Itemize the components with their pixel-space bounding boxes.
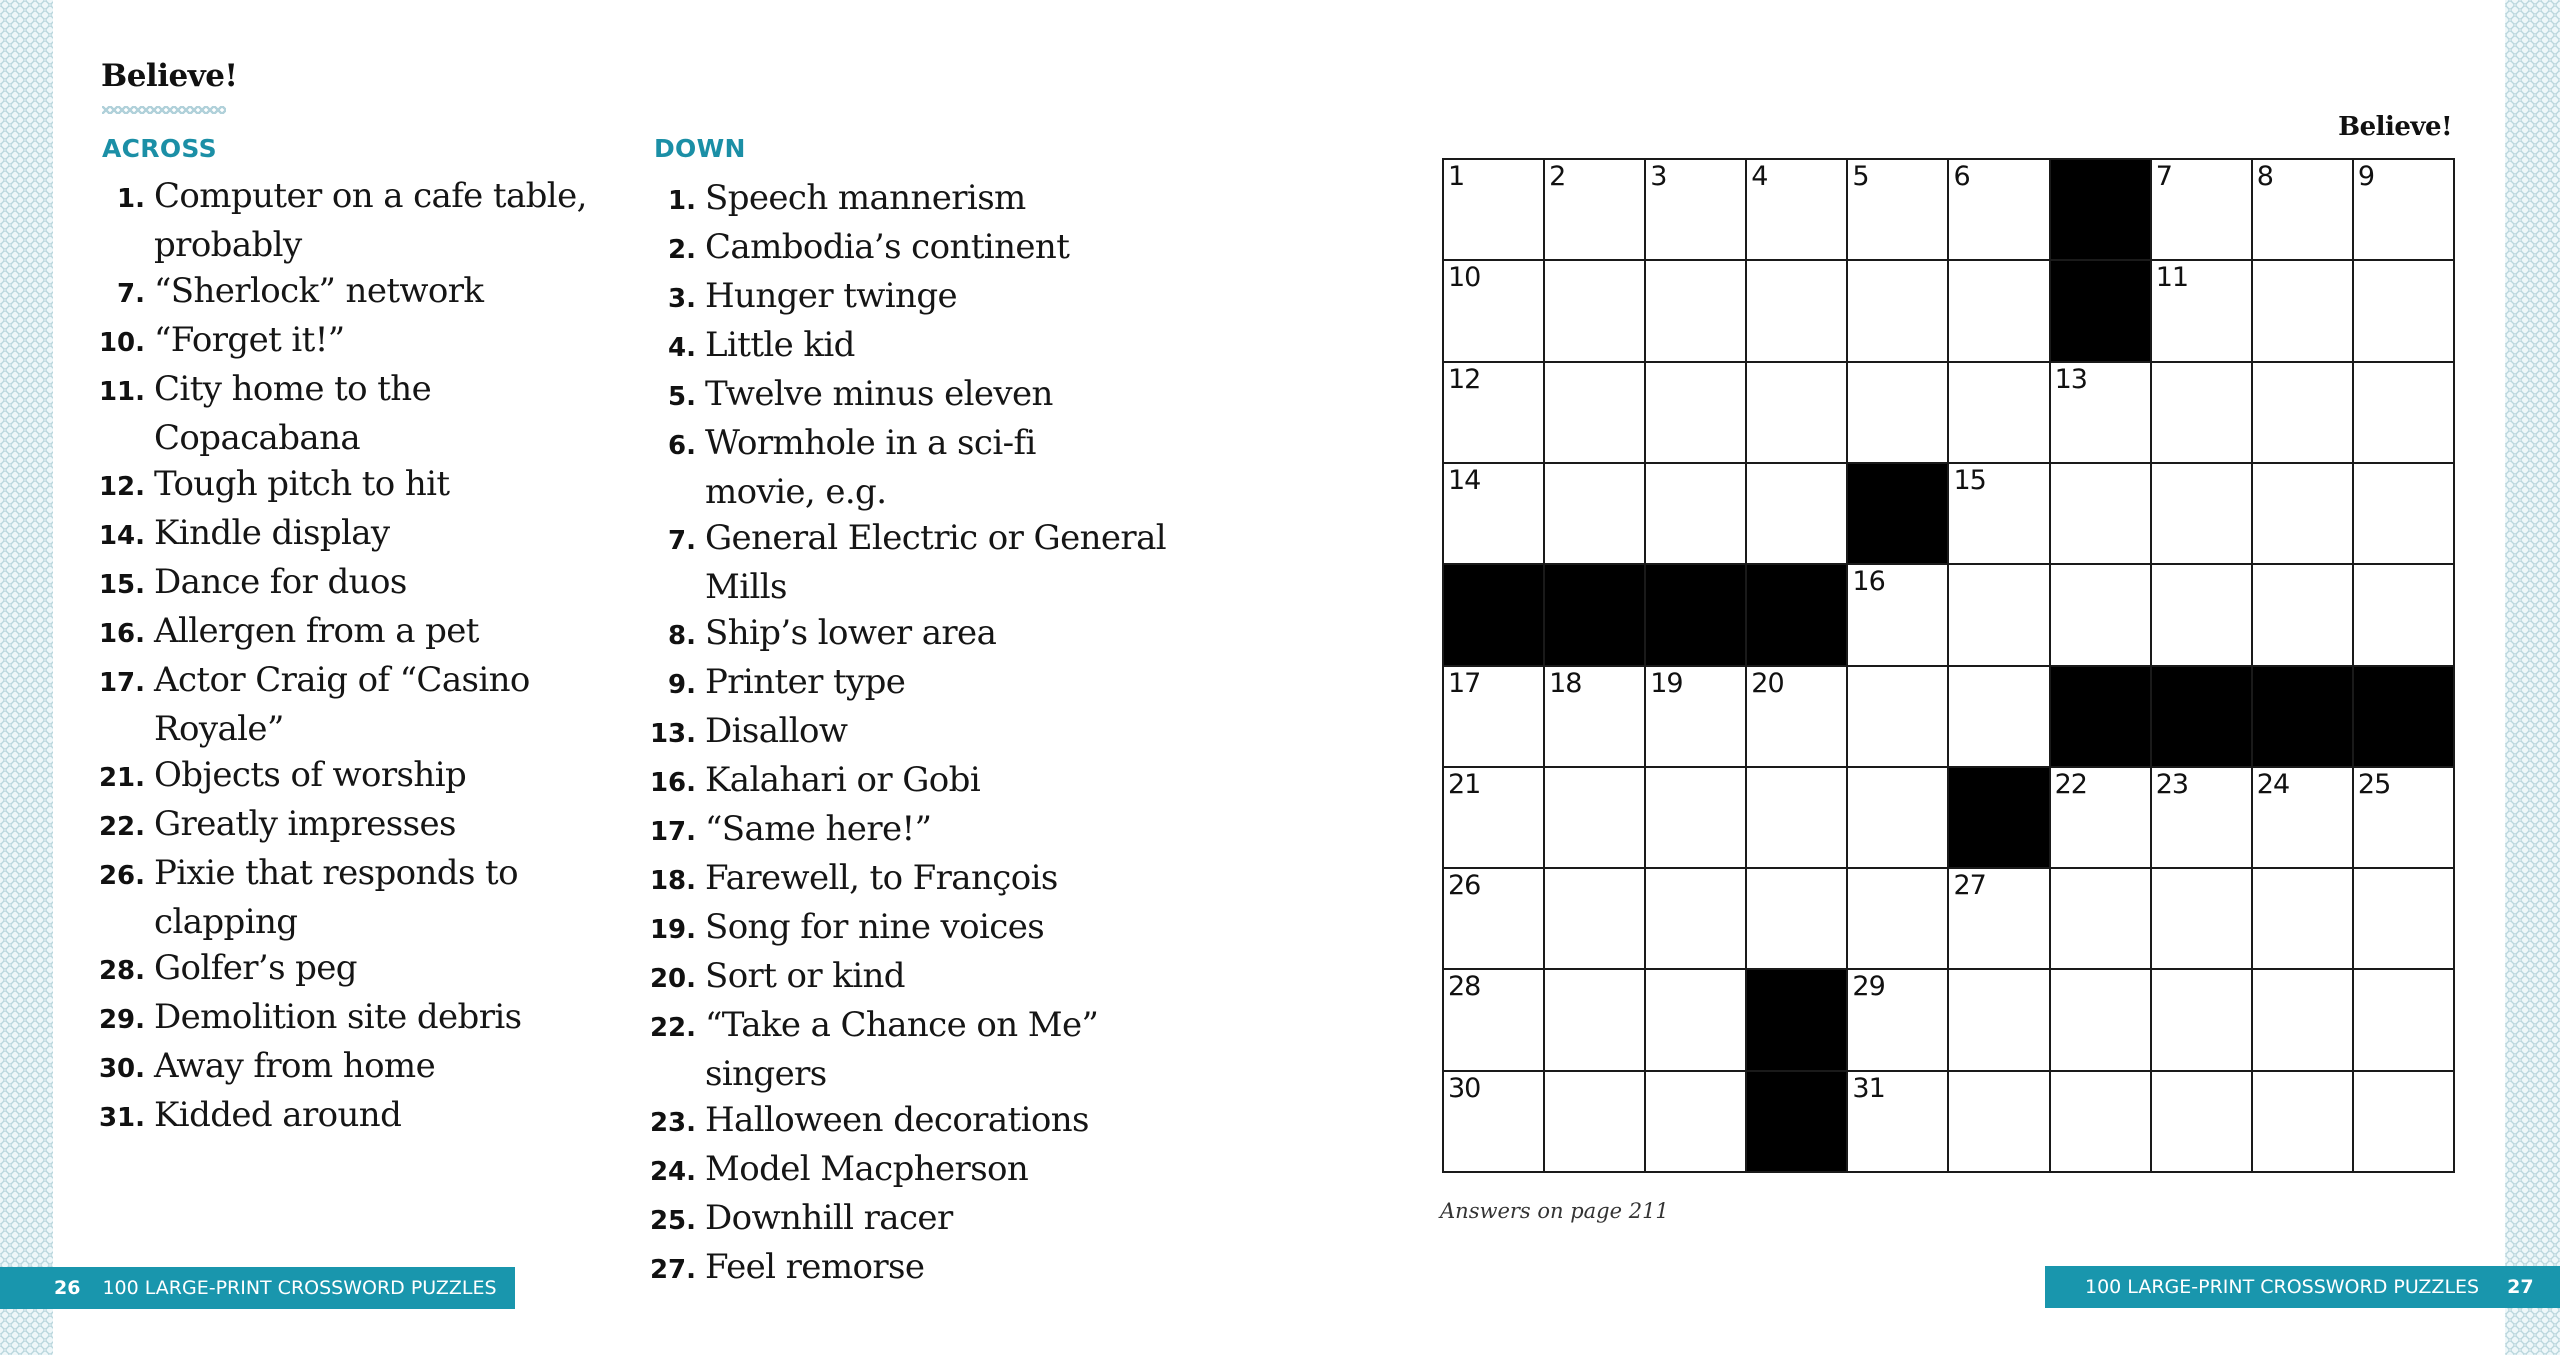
grid-cell[interactable]	[1949, 363, 2048, 462]
black-square	[1646, 565, 1745, 664]
grid-cell[interactable]	[1545, 970, 1644, 1069]
grid-cell[interactable]	[1545, 261, 1644, 360]
black-square	[1747, 970, 1846, 1069]
down-clue	[610, 371, 1190, 420]
page-number-right: 27	[2507, 1276, 2534, 1298]
black-square	[2354, 667, 2453, 766]
grid-cell[interactable]	[1444, 869, 1543, 968]
grid-cell[interactable]	[1545, 1072, 1644, 1171]
across-clue	[60, 173, 620, 222]
down-clue	[610, 610, 1190, 659]
clue-number: 30.	[98, 1054, 145, 1084]
clue-number: 1.	[117, 184, 145, 214]
cell-number: 1	[1448, 161, 1465, 192]
across-clue	[60, 994, 620, 1043]
cell-number: 9	[2357, 161, 2375, 192]
cell-number: 11	[2155, 262, 2189, 294]
grid-cell[interactable]	[1848, 869, 1947, 968]
cell-number: 10	[1448, 262, 1481, 294]
clue-text: Model Macpherson	[705, 1149, 1029, 1189]
clue-number: 19.	[649, 915, 696, 945]
grid-cell[interactable]	[1848, 667, 1947, 766]
clue-text: Song for nine voices	[705, 907, 1045, 947]
grid-cell[interactable]	[2354, 261, 2453, 360]
grid-cell[interactable]	[2253, 869, 2352, 968]
clue-text: Sort or kind	[705, 956, 905, 996]
clue-number: 18.	[649, 866, 696, 896]
grid-cell[interactable]	[1747, 464, 1846, 563]
clue-number: 16.	[98, 619, 145, 649]
across-clue	[60, 801, 620, 850]
grid-cell[interactable]	[1444, 1072, 1543, 1171]
down-clue	[610, 515, 1190, 564]
cell-number: 15	[1953, 464, 1986, 496]
down-clue-continuation	[610, 469, 1190, 515]
grid-cell[interactable]	[2051, 565, 2150, 664]
clue-text: Demolition site debris	[154, 997, 522, 1037]
clue-text: Mills	[705, 567, 787, 607]
grid-cell[interactable]	[1848, 565, 1947, 664]
grid-cell[interactable]	[2253, 363, 2352, 462]
clue-number: 2.	[668, 235, 696, 265]
grid-cell[interactable]	[1545, 869, 1644, 968]
clue-number: 28.	[98, 956, 145, 986]
grid-cell[interactable]	[1545, 160, 1644, 259]
across-clue	[60, 559, 620, 608]
clue-number: 4.	[668, 333, 696, 363]
clue-number: 15.	[98, 570, 145, 600]
cell-number: 14	[1448, 464, 1481, 496]
grid-cell[interactable]	[1646, 970, 1745, 1069]
clue-number: 17.	[98, 668, 145, 698]
across-clue	[60, 1092, 620, 1141]
clue-number: 22.	[98, 812, 145, 842]
across-clue	[60, 510, 620, 559]
down-clue	[610, 175, 1190, 224]
book-title-left: 100 LARGE-PRINT CROSSWORD PUZZLES	[102, 1277, 497, 1299]
book-title-right: 100 LARGE-PRINT CROSSWORD PUZZLES	[2085, 1276, 2480, 1298]
down-clue	[610, 806, 1190, 855]
down-clue	[610, 659, 1190, 708]
clue-text: Copacabana	[154, 418, 361, 458]
clue-text: probably	[154, 225, 302, 265]
clue-number: 29.	[98, 1005, 145, 1035]
clue-text: Halloween decorations	[705, 1100, 1089, 1140]
grid-cell[interactable]	[1646, 363, 1745, 462]
cell-number: 20	[1751, 667, 1784, 699]
clue-text: General Electric or General	[705, 518, 1167, 558]
grid-cell[interactable]	[1747, 768, 1846, 867]
down-clue	[610, 1244, 1190, 1293]
grid-cell[interactable]	[2253, 1072, 2352, 1171]
clue-number: 26.	[98, 861, 145, 891]
clue-number: 5.	[668, 382, 696, 412]
clue-number: 20.	[649, 964, 696, 994]
grid-cell[interactable]	[2253, 565, 2352, 664]
cell-number: 24	[2256, 768, 2290, 800]
grid-cell[interactable]	[1949, 869, 2048, 968]
clue-number: 8.	[668, 621, 696, 651]
grid-cell[interactable]	[1444, 667, 1543, 766]
cell-number: 4	[1751, 161, 1768, 192]
clue-number: 27.	[649, 1255, 696, 1285]
cell-number: 16	[1852, 566, 1885, 598]
clue-number: 14.	[98, 521, 145, 551]
across-clue	[60, 608, 620, 657]
clue-text: Hunger twinge	[705, 276, 958, 316]
black-square	[2051, 160, 2150, 259]
clue-text: Kidded around	[154, 1095, 402, 1135]
grid-cell[interactable]	[1444, 160, 1543, 259]
cell-number: 28	[1448, 971, 1481, 1003]
clue-number: 13.	[649, 719, 696, 749]
black-square	[1848, 464, 1947, 563]
across-clue	[60, 1043, 620, 1092]
down-clue	[610, 757, 1190, 806]
down-clue	[610, 1097, 1190, 1146]
clue-text: “Sherlock” network	[154, 271, 484, 311]
clue-text: movie, e.g.	[705, 472, 887, 512]
cell-number: 21	[1448, 768, 1481, 800]
title-underline-ornament	[102, 106, 226, 114]
clue-text: Away from home	[154, 1046, 436, 1086]
cell-number: 18	[1549, 667, 1582, 699]
grid-cell[interactable]	[2354, 768, 2453, 867]
clue-number: 31.	[98, 1103, 145, 1133]
black-square	[2152, 667, 2251, 766]
down-heading: DOWN	[654, 134, 746, 163]
across-clue-continuation	[60, 222, 620, 268]
clue-number: 12.	[98, 472, 145, 502]
clue-text: Cambodia’s continent	[705, 227, 1070, 267]
black-square	[2253, 667, 2352, 766]
down-clue	[610, 273, 1190, 322]
grid-cell[interactable]	[2051, 768, 2150, 867]
grid-cell[interactable]	[2253, 970, 2352, 1069]
cell-number: 6	[1953, 161, 1970, 192]
down-clue	[610, 1146, 1190, 1195]
clue-text: Kindle display	[154, 513, 390, 553]
clue-text: City home to the	[154, 369, 432, 409]
clue-number: 10.	[98, 328, 145, 358]
grid-cell[interactable]	[1444, 768, 1543, 867]
grid-cell[interactable]	[2354, 464, 2453, 563]
clue-number: 9.	[668, 670, 696, 700]
across-clue	[60, 850, 620, 899]
down-clue-continuation	[610, 564, 1190, 610]
clue-text: singers	[705, 1054, 827, 1094]
clue-text: Actor Craig of “Casino	[154, 660, 530, 700]
clue-text: Ship’s lower area	[705, 613, 997, 653]
black-square	[1949, 768, 2048, 867]
grid-cell[interactable]	[1444, 970, 1543, 1069]
crossword-grid	[1442, 158, 2455, 1173]
across-heading: ACROSS	[102, 134, 217, 163]
down-clue-continuation	[610, 1051, 1190, 1097]
grid-cell[interactable]	[1949, 667, 2048, 766]
grid-cell[interactable]	[1747, 869, 1846, 968]
down-clue	[610, 708, 1190, 757]
black-square	[1444, 565, 1543, 664]
across-clue	[60, 366, 620, 415]
grid-cell[interactable]	[1545, 464, 1644, 563]
clue-text: Allergen from a pet	[154, 611, 479, 651]
grid-cell[interactable]	[2152, 1072, 2251, 1171]
clue-text: Royale”	[154, 709, 284, 749]
grid-cell[interactable]	[1444, 464, 1543, 563]
cell-number: 13	[2054, 363, 2087, 395]
across-clue	[60, 945, 620, 994]
cell-number: 26	[1448, 870, 1481, 902]
clue-number: 23.	[649, 1108, 696, 1138]
clue-text: Greatly impresses	[154, 804, 456, 844]
clue-text: Objects of worship	[154, 755, 467, 795]
grid-cell[interactable]	[1545, 363, 1644, 462]
clue-text: clapping	[154, 902, 298, 942]
down-clue	[610, 1195, 1190, 1244]
cell-number: 27	[1953, 870, 1986, 902]
puzzle-title-right: Believe!	[2338, 112, 2452, 142]
grid-cell[interactable]	[1646, 869, 1745, 968]
grid-cell[interactable]	[1848, 768, 1947, 867]
grid-cell[interactable]	[1747, 363, 1846, 462]
cell-number: 2	[1549, 161, 1566, 192]
grid-cell[interactable]	[1747, 667, 1846, 766]
down-clue	[610, 420, 1190, 469]
black-square	[1545, 565, 1644, 664]
puzzle-title-left: Believe!	[101, 58, 238, 94]
cell-number: 31	[1852, 1072, 1885, 1104]
grid-cell[interactable]	[1949, 464, 2048, 563]
grid-cell[interactable]	[1949, 160, 2048, 259]
clue-number: 24.	[649, 1157, 696, 1187]
cell-number: 30	[1448, 1072, 1481, 1104]
clue-number: 6.	[668, 431, 696, 461]
grid-cell[interactable]	[2051, 970, 2150, 1069]
across-clue	[60, 752, 620, 801]
clue-number: 16.	[649, 768, 696, 798]
cell-number: 23	[2155, 768, 2189, 800]
grid-cell[interactable]	[2152, 970, 2251, 1069]
across-clue	[60, 657, 620, 706]
grid-cell[interactable]	[1949, 261, 2048, 360]
grid-cell[interactable]	[2354, 363, 2453, 462]
across-clue-list	[60, 173, 620, 1141]
grid-cell[interactable]	[2051, 1072, 2150, 1171]
clue-number: 3.	[668, 284, 696, 314]
down-clue	[610, 322, 1190, 371]
across-clue	[60, 317, 620, 366]
grid-cell[interactable]	[2354, 970, 2453, 1069]
clue-number: 1.	[668, 186, 696, 216]
grid-cell[interactable]	[1545, 768, 1644, 867]
grid-cell[interactable]	[1646, 1072, 1745, 1171]
grid-cell[interactable]	[2051, 363, 2150, 462]
decorative-pattern-right	[2505, 0, 2560, 1355]
cell-number: 25	[2357, 768, 2391, 800]
grid-cell[interactable]	[1545, 667, 1644, 766]
grid-cell[interactable]	[2051, 464, 2150, 563]
grid-cell[interactable]	[2354, 160, 2453, 259]
grid-cell[interactable]	[1646, 261, 1745, 360]
clue-text: Golfer’s peg	[154, 948, 357, 988]
grid-cell[interactable]	[1646, 768, 1745, 867]
clue-number: 21.	[98, 763, 145, 793]
clue-text: “Forget it!”	[154, 320, 345, 360]
grid-cell[interactable]	[1848, 261, 1947, 360]
grid-cell[interactable]	[1949, 970, 2048, 1069]
clue-text: Tough pitch to hit	[154, 464, 450, 504]
grid-cell[interactable]	[2152, 160, 2251, 259]
grid-cell[interactable]	[2253, 464, 2352, 563]
grid-cell[interactable]	[2152, 869, 2251, 968]
across-clue	[60, 461, 620, 510]
black-square	[2051, 261, 2150, 360]
down-clue	[610, 855, 1190, 904]
clue-text: Twelve minus eleven	[705, 374, 1053, 414]
clue-text: Little kid	[705, 325, 855, 365]
across-clue-continuation	[60, 899, 620, 945]
clue-text: Farewell, to François	[705, 858, 1058, 898]
clue-text: Feel remorse	[705, 1247, 925, 1287]
grid-cell[interactable]	[1848, 160, 1947, 259]
footer-left	[0, 1267, 515, 1309]
grid-cell[interactable]	[2253, 160, 2352, 259]
grid-cell[interactable]	[1949, 1072, 2048, 1171]
clue-text: Dance for duos	[154, 562, 407, 602]
grid-cell[interactable]	[1747, 261, 1846, 360]
footer-right	[2045, 1266, 2560, 1308]
down-clue-list	[610, 175, 1190, 1293]
across-clue-continuation	[60, 706, 620, 752]
clue-text: “Take a Chance on Me”	[705, 1005, 1099, 1045]
cell-number: 3	[1650, 161, 1667, 192]
grid-cell[interactable]	[2152, 565, 2251, 664]
down-clue	[610, 1002, 1190, 1051]
grid-cell[interactable]	[1848, 1072, 1947, 1171]
clue-text: Printer type	[705, 662, 906, 702]
grid-cell[interactable]	[1444, 261, 1543, 360]
grid-cell[interactable]	[2152, 768, 2251, 867]
clue-number: 7.	[117, 279, 145, 309]
cell-number: 7	[2155, 161, 2172, 192]
grid-cell[interactable]	[1646, 667, 1745, 766]
cell-number: 17	[1448, 667, 1481, 699]
clue-number: 25.	[649, 1206, 696, 1236]
clue-number: 22.	[649, 1013, 696, 1043]
grid-cell[interactable]	[1646, 464, 1745, 563]
black-square	[1747, 565, 1846, 664]
black-square	[2051, 667, 2150, 766]
grid-cell[interactable]	[2253, 768, 2352, 867]
answers-note: Answers on page 211	[1440, 1199, 1669, 1223]
clue-text: Speech mannerism	[705, 178, 1026, 218]
across-clue	[60, 268, 620, 317]
grid-cell[interactable]	[2152, 261, 2251, 360]
grid-cell[interactable]	[1848, 970, 1947, 1069]
down-clue	[610, 953, 1190, 1002]
grid-cell[interactable]	[2354, 1072, 2453, 1171]
cell-number: 8	[2256, 161, 2273, 192]
clue-text: Pixie that responds to	[154, 853, 518, 893]
across-clue-continuation	[60, 415, 620, 461]
clue-text: Disallow	[705, 711, 848, 751]
cell-number: 19	[1650, 667, 1683, 699]
grid-cell[interactable]	[1646, 160, 1745, 259]
grid-cell[interactable]	[1444, 363, 1543, 462]
clue-text: Computer on a cafe table,	[154, 176, 587, 216]
clue-number: 17.	[649, 817, 696, 847]
grid-cell[interactable]	[2152, 464, 2251, 563]
grid-cell[interactable]	[2354, 565, 2453, 664]
cell-number: 5	[1852, 161, 1869, 192]
down-clue	[610, 904, 1190, 953]
clue-text: “Same here!”	[705, 809, 932, 849]
grid-cell[interactable]	[1747, 160, 1846, 259]
grid-cell[interactable]	[1949, 565, 2048, 664]
grid-cell[interactable]	[2354, 869, 2453, 968]
clue-number: 7.	[668, 526, 696, 556]
clue-text: Wormhole in a sci-fi	[705, 423, 1036, 463]
grid-cell[interactable]	[2152, 363, 2251, 462]
down-clue	[610, 224, 1190, 273]
clue-text: Downhill racer	[705, 1198, 953, 1238]
cell-number: 12	[1448, 363, 1481, 395]
cell-number: 29	[1852, 971, 1885, 1003]
clue-text: Kalahari or Gobi	[705, 760, 981, 800]
decorative-pattern-left	[0, 0, 53, 1355]
cell-number: 22	[2054, 768, 2087, 800]
grid-cell[interactable]	[2253, 261, 2352, 360]
black-square	[1747, 1072, 1846, 1171]
grid-cell[interactable]	[2051, 869, 2150, 968]
clue-number: 11.	[98, 377, 145, 407]
grid-cell[interactable]	[1848, 363, 1947, 462]
page-number-left: 26	[54, 1277, 81, 1299]
